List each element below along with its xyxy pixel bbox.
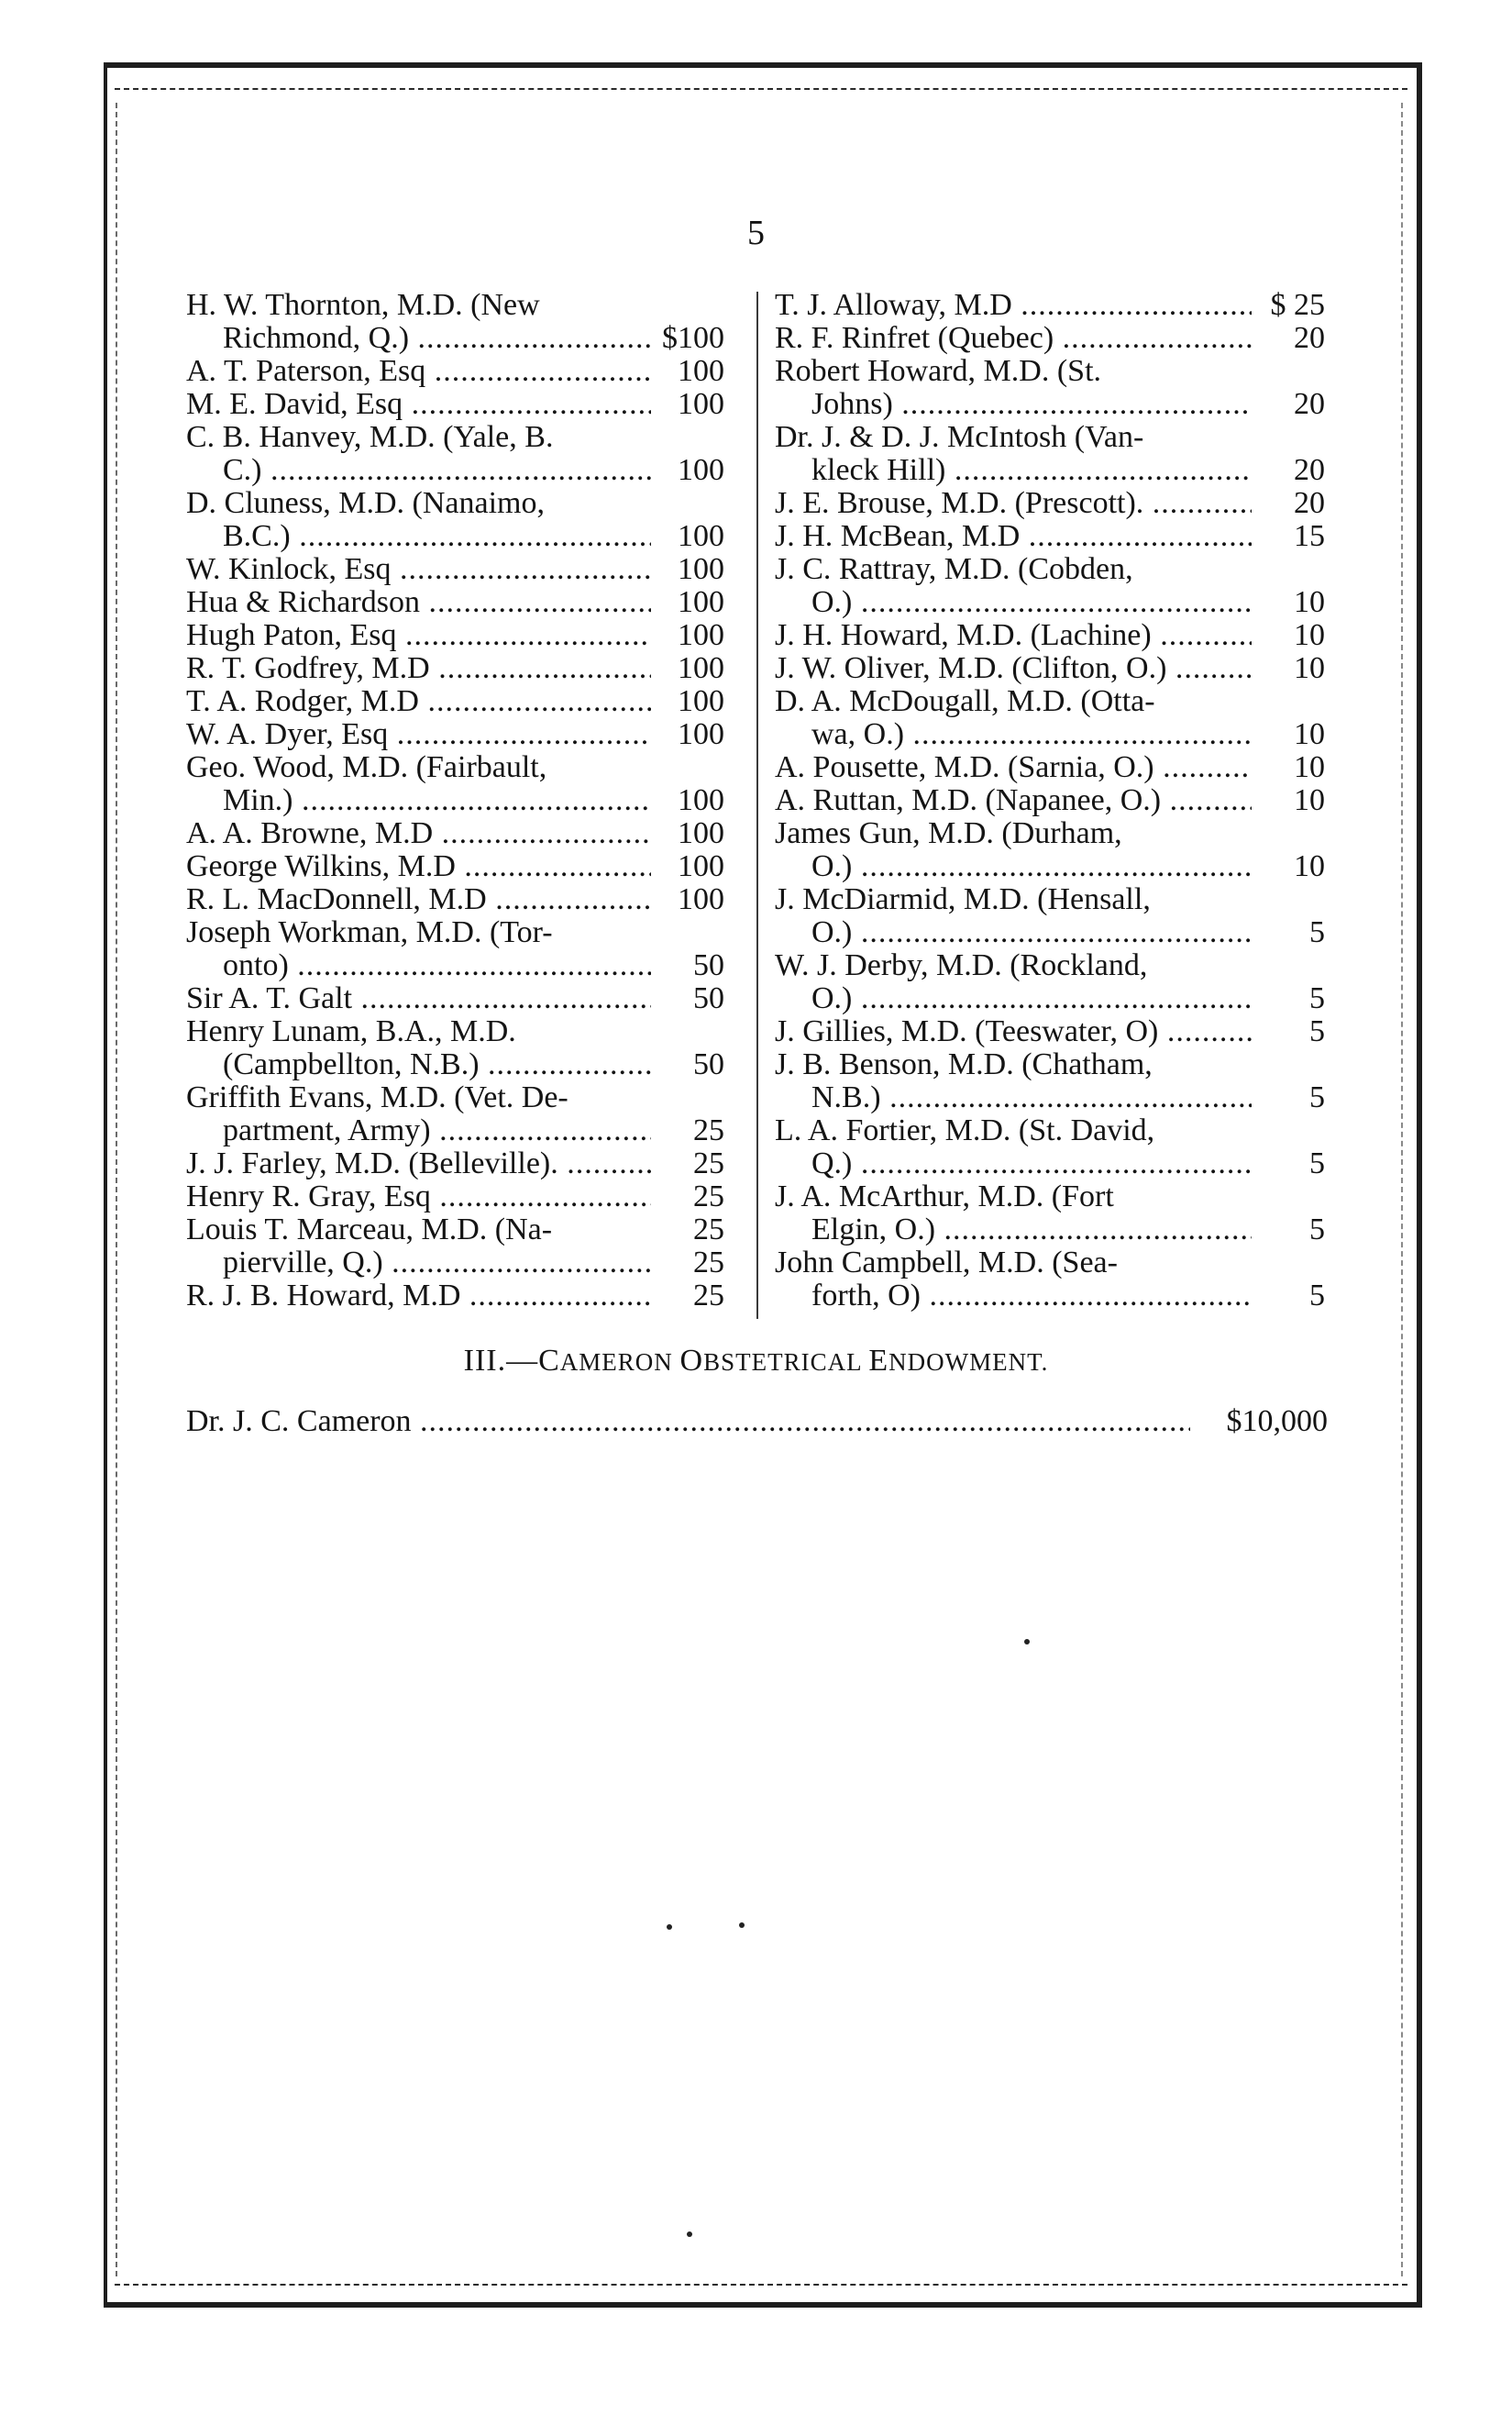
subscriber-entry xyxy=(186,586,724,619)
subscriber-entry xyxy=(775,784,1325,817)
subscriber-name: Henry R. Gray, Esq ..... xyxy=(186,1180,651,1213)
left-rule xyxy=(116,103,117,2276)
subscription-amount: 100 xyxy=(678,585,724,619)
entry-continuation-line xyxy=(186,322,724,355)
heading-smallcaps: BSTETRICAL xyxy=(703,1348,869,1376)
subscriber-name: W. A. Dyer, Esq ..... xyxy=(186,718,651,751)
subscriber-name: J. H. McBean, M.D ..... xyxy=(775,520,1252,553)
heading-smallcaps: NDOWMENT. xyxy=(888,1348,1049,1376)
subscriber-entry xyxy=(186,388,724,421)
print-speck xyxy=(687,2231,692,2237)
subscriber-entry xyxy=(186,883,724,916)
subscription-amount: 5 xyxy=(1309,915,1325,949)
entry-line xyxy=(775,817,1325,850)
subscription-amount: 5 xyxy=(1309,1080,1325,1114)
entry-line xyxy=(775,652,1325,685)
subscription-amount: 25 xyxy=(693,1113,724,1147)
subscriber-name: O.) ..... xyxy=(811,586,1252,619)
subscriber-entry xyxy=(775,1246,1325,1312)
entry-continuation-line xyxy=(186,454,724,487)
entry-line xyxy=(775,1246,1325,1279)
subscriber-name: kleck Hill) ..... xyxy=(811,454,1252,487)
subscription-amount: 10 xyxy=(1294,585,1325,619)
subscriber-name: J. C. Rattray, M.D. (Cobden, xyxy=(775,553,1133,586)
entry-line xyxy=(186,982,724,1015)
entry-line xyxy=(186,1015,724,1048)
subscriber-name: Sir A. T. Galt ..... xyxy=(186,982,651,1015)
subscriber-name: A. Ruttan, M.D. (Napanee, O.) ..... xyxy=(775,784,1252,817)
subscription-amount: 20 xyxy=(1294,321,1325,355)
subscription-amount: 25 xyxy=(693,1146,724,1180)
subscriber-name: L. A. Fortier, M.D. (St. David, xyxy=(775,1114,1155,1147)
subscriber-name: R. L. MacDonnell, M.D ..... xyxy=(186,883,651,916)
subscriber-entry xyxy=(775,421,1325,487)
entry-line xyxy=(186,388,724,421)
subscription-amount: 100 xyxy=(678,354,724,388)
subscription-amount: 100 xyxy=(678,882,724,916)
entry-line xyxy=(775,619,1325,652)
subscriber-name: A. T. Paterson, Esq ..... xyxy=(186,355,651,388)
entry-line xyxy=(775,355,1325,388)
entry-line xyxy=(186,1081,724,1114)
entry-continuation-line xyxy=(775,454,1325,487)
entry-continuation-line xyxy=(186,949,724,982)
subscriber-entry xyxy=(775,949,1325,1015)
subscription-amount: 100 xyxy=(678,618,724,652)
left-subscriber-column xyxy=(186,289,724,1312)
subscription-amount: $100 xyxy=(662,321,724,355)
subscriber-name: R. J. B. Howard, M.D ..... xyxy=(186,1279,651,1312)
subscriber-name: onto) ..... xyxy=(223,949,651,982)
subscriber-name: Robert Howard, M.D. (St. xyxy=(775,355,1102,388)
subscriber-entry xyxy=(186,421,724,487)
endowment-amount: $10,000 xyxy=(1226,1404,1328,1438)
subscriber-name: Louis T. Marceau, M.D. (Na- xyxy=(186,1213,553,1246)
entry-line xyxy=(186,487,724,520)
entry-line xyxy=(775,1015,1325,1048)
subscription-amount: $ 25 xyxy=(1270,288,1325,322)
entry-continuation-line xyxy=(775,1081,1325,1114)
subscriber-entry xyxy=(186,916,724,982)
print-speck xyxy=(1024,1639,1030,1644)
subscriber-name: T. J. Alloway, M.D ..... xyxy=(775,289,1252,322)
section-heading xyxy=(0,1343,1512,1380)
entry-line xyxy=(775,751,1325,784)
subscriber-entry xyxy=(775,355,1325,421)
entry-continuation-line xyxy=(775,916,1325,949)
subscriber-name: Johns) ..... xyxy=(811,388,1252,421)
entry-line xyxy=(186,916,724,949)
subscriber-name: forth, O) ..... xyxy=(811,1279,1252,1312)
subscriber-name: R. T. Godfrey, M.D ..... xyxy=(186,652,651,685)
entry-line xyxy=(775,289,1325,322)
subscription-amount: 100 xyxy=(678,387,724,421)
right-subscriber-column xyxy=(775,289,1325,1312)
subscriber-entry xyxy=(186,1180,724,1213)
entry-line xyxy=(775,322,1325,355)
subscriber-entry xyxy=(186,1081,724,1147)
subscription-amount: 100 xyxy=(678,453,724,487)
entry-line xyxy=(775,487,1325,520)
entry-continuation-line xyxy=(775,1279,1325,1312)
entry-continuation-line xyxy=(775,982,1325,1015)
subscriber-entry xyxy=(186,1279,724,1312)
subscription-amount: 5 xyxy=(1309,1146,1325,1180)
entry-line xyxy=(186,850,724,883)
subscriber-name: Hugh Paton, Esq ..... xyxy=(186,619,651,652)
entry-continuation-line xyxy=(775,718,1325,751)
entry-line xyxy=(775,1180,1325,1213)
heading-initial: E xyxy=(868,1344,889,1378)
subscriber-entry xyxy=(775,1114,1325,1180)
subscription-amount: 100 xyxy=(678,519,724,553)
subscriber-entry xyxy=(775,553,1325,619)
subscriber-entry xyxy=(186,619,724,652)
subscriber-name: John Campbell, M.D. (Sea- xyxy=(775,1246,1118,1279)
subscriber-name: (Campbellton, N.B.) ..... xyxy=(223,1048,651,1081)
endowment-entry xyxy=(186,1403,1328,1440)
entry-continuation-line xyxy=(775,388,1325,421)
subscription-amount: 50 xyxy=(693,948,724,982)
entry-continuation-line xyxy=(775,1147,1325,1180)
subscriber-name: W. Kinlock, Esq ..... xyxy=(186,553,651,586)
entry-line xyxy=(186,1213,724,1246)
subscriber-name: Min.) ..... xyxy=(223,784,651,817)
entry-continuation-line xyxy=(186,1048,724,1081)
subscriber-name: Elgin, O.) ..... xyxy=(811,1213,1252,1246)
subscriber-name: Henry Lunam, B.A., M.D. xyxy=(186,1015,516,1048)
subscriber-name: J. H. Howard, M.D. (Lachine) ..... xyxy=(775,619,1252,652)
entry-line xyxy=(775,784,1325,817)
entry-line xyxy=(186,421,724,454)
subscriber-entry xyxy=(775,817,1325,883)
subscriber-name: C.) ..... xyxy=(223,454,651,487)
subscriber-name: W. J. Derby, M.D. (Rockland, xyxy=(775,949,1148,982)
subscriber-name: J. A. McArthur, M.D. (Fort xyxy=(775,1180,1114,1213)
subscriber-name: J. J. Farley, M.D. (Belleville). ..... xyxy=(186,1147,651,1180)
subscriber-entry xyxy=(186,487,724,553)
subscriber-name: O.) ..... xyxy=(811,916,1252,949)
entry-line xyxy=(186,553,724,586)
column-divider xyxy=(756,292,758,1319)
subscription-amount: 20 xyxy=(1294,453,1325,487)
subscriber-entry xyxy=(775,652,1325,685)
entry-line xyxy=(775,1048,1325,1081)
subscription-amount: 20 xyxy=(1294,486,1325,520)
subscriber-name: D. A. McDougall, M.D. (Otta- xyxy=(775,685,1155,718)
subscriber-entry xyxy=(186,553,724,586)
subscriber-entry xyxy=(186,751,724,817)
subscriber-entry xyxy=(186,718,724,751)
subscriber-name: Q.) ..... xyxy=(811,1147,1252,1180)
entry-continuation-line xyxy=(186,1114,724,1147)
subscription-amount: 25 xyxy=(693,1246,724,1279)
subscriber-entry xyxy=(186,817,724,850)
subscription-amount: 10 xyxy=(1294,651,1325,685)
heading-initial: O xyxy=(679,1344,704,1378)
subscription-amount: 10 xyxy=(1294,717,1325,751)
right-rule xyxy=(1401,103,1403,2276)
subscriber-entry xyxy=(775,685,1325,751)
subscriber-name: N.B.) ..... xyxy=(811,1081,1252,1114)
subscriber-name: J. E. Brouse, M.D. (Prescott). ..... xyxy=(775,487,1252,520)
subscriber-name: J. W. Oliver, M.D. (Clifton, O.) ..... xyxy=(775,652,1252,685)
subscriber-entry xyxy=(186,289,724,355)
subscriber-entry xyxy=(186,685,724,718)
subscriber-entry xyxy=(775,322,1325,355)
subscriber-name: T. A. Rodger, M.D ..... xyxy=(186,685,651,718)
entry-continuation-line xyxy=(775,586,1325,619)
subscriber-name: Geo. Wood, M.D. (Fairbault, xyxy=(186,751,547,784)
subscription-amount: 50 xyxy=(693,1047,724,1081)
subscription-amount: 100 xyxy=(678,684,724,718)
entry-line xyxy=(186,289,724,322)
heading-smallcaps: AMERON xyxy=(559,1348,680,1376)
subscriber-name: J. McDiarmid, M.D. (Hensall, xyxy=(775,883,1151,916)
subscriber-entry xyxy=(775,520,1325,553)
entry-line xyxy=(775,949,1325,982)
subscriber-name: J. Gillies, M.D. (Teeswater, O) ..... xyxy=(775,1015,1252,1048)
subscriber-name: C. B. Hanvey, M.D. (Yale, B. xyxy=(186,421,554,454)
subscriber-entry xyxy=(186,1015,724,1081)
subscriber-name: James Gun, M.D. (Durham, xyxy=(775,817,1122,850)
print-speck xyxy=(739,1922,745,1928)
entry-line xyxy=(186,652,724,685)
subscription-amount: 5 xyxy=(1309,1279,1325,1312)
subscriber-name: Hua & Richardson ..... xyxy=(186,586,651,619)
entry-line xyxy=(775,520,1325,553)
subscription-amount: 15 xyxy=(1294,519,1325,553)
subscriber-name: partment, Army) ..... xyxy=(223,1114,651,1147)
subscriber-name: B.C.) ..... xyxy=(223,520,651,553)
subscriber-name: D. Cluness, M.D. (Nanaimo, xyxy=(186,487,545,520)
subscriber-entry xyxy=(775,289,1325,322)
entry-line xyxy=(186,883,724,916)
entry-line xyxy=(186,1147,724,1180)
entry-line xyxy=(186,586,724,619)
bottom-rule xyxy=(115,2284,1407,2286)
subscription-amount: 100 xyxy=(678,783,724,817)
section-numeral: III.— xyxy=(463,1344,539,1378)
subscriber-name: Griffith Evans, M.D. (Vet. De- xyxy=(186,1081,568,1114)
subscriber-entry xyxy=(775,883,1325,949)
subscription-amount: 10 xyxy=(1294,849,1325,883)
subscription-amount: 100 xyxy=(678,552,724,586)
subscription-amount: 5 xyxy=(1309,1014,1325,1048)
subscription-amount: 10 xyxy=(1294,783,1325,817)
heading-initial: C xyxy=(538,1344,560,1378)
entry-continuation-line xyxy=(775,1213,1325,1246)
subscriber-name: A. A. Browne, M.D ..... xyxy=(186,817,651,850)
entry-line xyxy=(186,355,724,388)
subscription-amount: 5 xyxy=(1309,1213,1325,1246)
subscriber-name: Joseph Workman, M.D. (Tor- xyxy=(186,916,553,949)
subscriber-entry xyxy=(775,1015,1325,1048)
subscription-amount: 100 xyxy=(678,849,724,883)
subscriber-name: wa, O.) ..... xyxy=(811,718,1252,751)
subscription-amount: 25 xyxy=(693,1213,724,1246)
subscriber-name: J. B. Benson, M.D. (Chatham, xyxy=(775,1048,1153,1081)
subscriber-entry xyxy=(775,619,1325,652)
entry-line xyxy=(186,1279,724,1312)
subscriber-name: O.) ..... xyxy=(811,982,1252,1015)
subscriber-entry xyxy=(775,1048,1325,1114)
subscription-amount: 10 xyxy=(1294,618,1325,652)
subscriber-name: O.) ..... xyxy=(811,850,1252,883)
subscriber-name: H. W. Thornton, M.D. (New xyxy=(186,289,540,322)
subscriber-entry xyxy=(775,751,1325,784)
subscriber-name: Dr. J. & D. J. McIntosh (Van- xyxy=(775,421,1144,454)
subscription-amount: 100 xyxy=(678,816,724,850)
entry-continuation-line xyxy=(186,1246,724,1279)
entry-line xyxy=(186,718,724,751)
subscriber-entry xyxy=(186,652,724,685)
page-number: 5 xyxy=(747,214,765,252)
subscription-amount: 100 xyxy=(678,717,724,751)
entry-continuation-line xyxy=(186,784,724,817)
subscriber-entry xyxy=(775,487,1325,520)
entry-line xyxy=(186,1180,724,1213)
endowment-donor-name: Dr. J. C. Cameron ..... xyxy=(186,1403,1190,1440)
entry-line xyxy=(775,883,1325,916)
subscription-amount: 10 xyxy=(1294,750,1325,784)
subscriber-name: R. F. Rinfret (Quebec) ..... xyxy=(775,322,1252,355)
entry-line xyxy=(186,619,724,652)
entry-line xyxy=(775,685,1325,718)
top-rule xyxy=(115,88,1407,90)
subscription-amount: 5 xyxy=(1309,981,1325,1015)
entry-line xyxy=(775,553,1325,586)
subscriber-name: pierville, Q.) ..... xyxy=(223,1246,651,1279)
entry-line xyxy=(186,817,724,850)
subscriber-entry xyxy=(775,1180,1325,1246)
subscriber-entry xyxy=(186,982,724,1015)
subscriber-name: George Wilkins, M.D ..... xyxy=(186,850,651,883)
subscription-amount: 50 xyxy=(693,981,724,1015)
entry-continuation-line xyxy=(186,520,724,553)
entry-line xyxy=(186,685,724,718)
entry-line xyxy=(186,751,724,784)
subscriber-name: A. Pousette, M.D. (Sarnia, O.) ..... xyxy=(775,751,1252,784)
print-speck xyxy=(667,1924,672,1930)
subscription-amount: 25 xyxy=(693,1279,724,1312)
entry-line xyxy=(775,1114,1325,1147)
subscriber-entry xyxy=(186,850,724,883)
subscription-amount: 100 xyxy=(678,651,724,685)
subscriber-name: Richmond, Q.) ..... xyxy=(223,322,651,355)
subscription-amount: 25 xyxy=(693,1179,724,1213)
subscription-amount: 20 xyxy=(1294,387,1325,421)
entry-continuation-line xyxy=(775,850,1325,883)
subscriber-name: M. E. David, Esq ..... xyxy=(186,388,651,421)
subscriber-entry xyxy=(186,1213,724,1279)
entry-line xyxy=(775,421,1325,454)
subscriber-entry xyxy=(186,1147,724,1180)
subscriber-entry xyxy=(186,355,724,388)
